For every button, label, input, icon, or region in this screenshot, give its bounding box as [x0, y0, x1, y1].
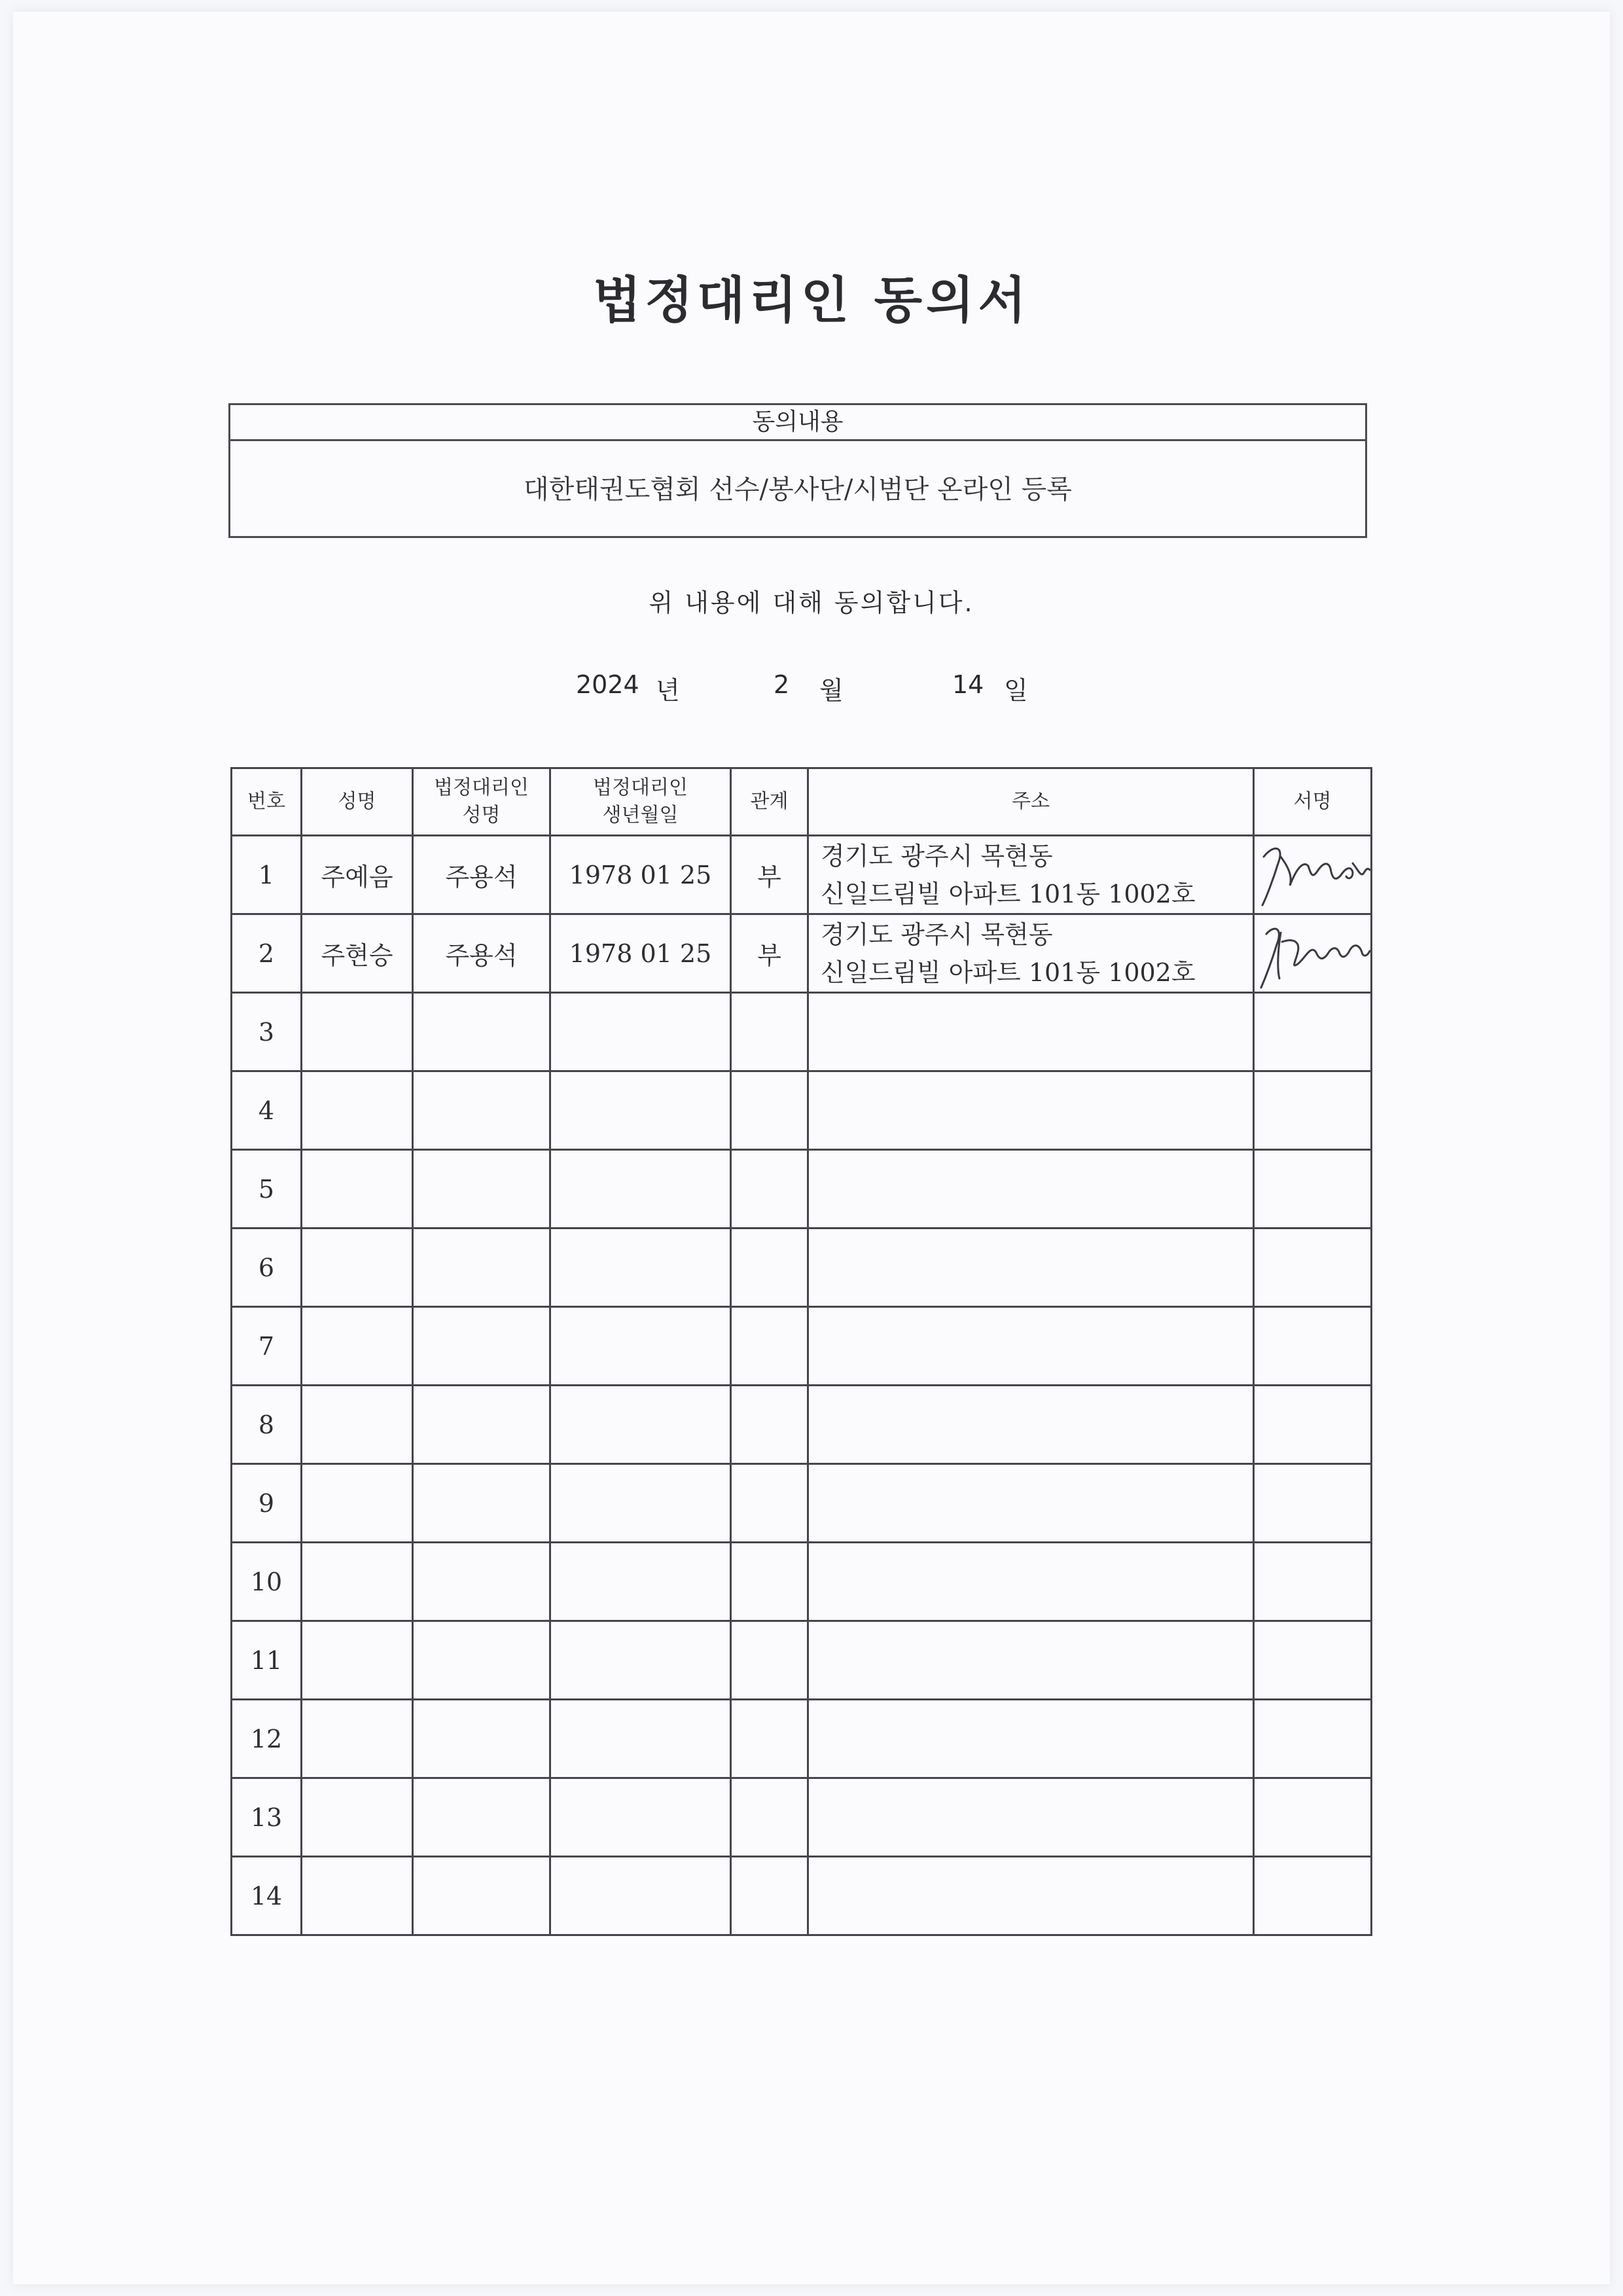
- guardian-name: [413, 1229, 550, 1307]
- guardian-name: 주용석: [413, 914, 550, 993]
- address-line-2: 신일드림빌 아파트 101동 1002호: [821, 958, 1196, 987]
- guardian-table: [230, 767, 1372, 1936]
- address-cell: [808, 1071, 1254, 1150]
- guardian-birth: [550, 1621, 731, 1700]
- guardian-name: [413, 1071, 550, 1150]
- table-row: [232, 914, 1372, 993]
- row-number: 11: [232, 1621, 302, 1700]
- guardian-name: [413, 1150, 550, 1229]
- guardian-name: 주용석: [413, 836, 550, 914]
- row-number: 9: [232, 1464, 302, 1543]
- date-month: 2: [774, 670, 790, 699]
- guardian-birth: [550, 1464, 731, 1543]
- signature-cell: [1254, 914, 1372, 993]
- member-name: [302, 993, 413, 1071]
- address-cell: [808, 1778, 1254, 1857]
- consent-box: [228, 403, 1367, 538]
- relation: [731, 1464, 808, 1543]
- table-row: [232, 836, 1372, 914]
- signature-cell: [1254, 1071, 1372, 1150]
- address-cell: [808, 993, 1254, 1071]
- table-row: [232, 1700, 1372, 1778]
- guardian-birth: [550, 1386, 731, 1464]
- guardian-name: [413, 1778, 550, 1857]
- header-relation: 관계: [731, 768, 808, 836]
- date-day: 14: [952, 670, 984, 699]
- date-day-unit: 일: [1004, 676, 1028, 705]
- row-number: 8: [232, 1386, 302, 1464]
- guardian-birth: 1978 01 25: [550, 914, 731, 993]
- consent-content: 대한태권도협회 선수/봉사단/시범단 온라인 등록: [524, 475, 1072, 505]
- signature-cell: [1254, 1543, 1372, 1621]
- guardian-name: [413, 1543, 550, 1621]
- address-line-1: 경기도 광주시 목현동: [821, 841, 1053, 870]
- member-name: [302, 1150, 413, 1229]
- signature-cell: [1254, 1857, 1372, 1935]
- member-name: [302, 1621, 413, 1700]
- member-name: [302, 1543, 413, 1621]
- header-guardian-name: 법정대리인 성명: [413, 768, 550, 836]
- signature-cell: [1254, 1778, 1372, 1857]
- header-signature: 서명: [1254, 768, 1372, 836]
- row-number: 7: [232, 1307, 302, 1386]
- member-name: 주예음: [302, 836, 413, 914]
- row-number: 13: [232, 1778, 302, 1857]
- address-cell: [808, 1307, 1254, 1386]
- agreement-statement: 위 내용에 대해 동의합니다.: [649, 588, 974, 617]
- table-row: [232, 1229, 1372, 1307]
- relation: [731, 1543, 808, 1621]
- relation: [731, 1386, 808, 1464]
- table-row: [232, 1543, 1372, 1621]
- signature-cell: [1254, 1307, 1372, 1386]
- relation: 부: [731, 914, 808, 993]
- guardian-birth: [550, 1543, 731, 1621]
- date-month-unit: 월: [819, 676, 844, 705]
- row-number: 5: [232, 1150, 302, 1229]
- table-row: [232, 993, 1372, 1071]
- row-number: 1: [232, 836, 302, 914]
- guardian-name: [413, 1700, 550, 1778]
- guardian-birth: [550, 1071, 731, 1150]
- relation: [731, 1307, 808, 1386]
- address-cell: [808, 1229, 1254, 1307]
- member-name: [302, 1464, 413, 1543]
- signature-cell: [1254, 1464, 1372, 1543]
- signature-cell: [1254, 993, 1372, 1071]
- guardian-birth: 1978 01 25: [550, 836, 731, 914]
- member-name: [302, 1307, 413, 1386]
- address-cell: [808, 1464, 1254, 1543]
- row-number: 3: [232, 993, 302, 1071]
- header-name: 성명: [302, 768, 413, 836]
- header-guardian-birth: 법정대리인 생년월일: [550, 768, 731, 836]
- member-name: [302, 1229, 413, 1307]
- header-no: 번호: [232, 768, 302, 836]
- address-cell: [808, 1857, 1254, 1935]
- guardian-name: [413, 1464, 550, 1543]
- guardian-birth: [550, 1700, 731, 1778]
- table-row: [232, 1386, 1372, 1464]
- row-number: 12: [232, 1700, 302, 1778]
- relation: [731, 993, 808, 1071]
- signature-cell: [1254, 1386, 1372, 1464]
- table-row: [232, 1464, 1372, 1543]
- guardian-birth: [550, 1229, 731, 1307]
- guardian-birth: [550, 1857, 731, 1935]
- address-cell: [808, 914, 1254, 993]
- address-line-2: 신일드림빌 아파트 101동 1002호: [821, 879, 1196, 908]
- handwritten-signature: [1255, 837, 1372, 912]
- table-row: [232, 1857, 1372, 1935]
- signature-cell: [1254, 836, 1372, 914]
- table-row: [232, 1307, 1372, 1386]
- address-cell: [808, 836, 1254, 914]
- address-cell: [808, 1386, 1254, 1464]
- document-title: 법정대리인 동의서: [593, 271, 1030, 329]
- guardian-name: [413, 1621, 550, 1700]
- relation: [731, 1700, 808, 1778]
- guardian-birth: [550, 1307, 731, 1386]
- row-number: 6: [232, 1229, 302, 1307]
- address-cell: [808, 1543, 1254, 1621]
- address-cell: [808, 1700, 1254, 1778]
- guardian-name: [413, 1386, 550, 1464]
- address-cell: [808, 1621, 1254, 1700]
- signature-cell: [1254, 1229, 1372, 1307]
- table-row: [232, 1071, 1372, 1150]
- row-number: 4: [232, 1071, 302, 1150]
- relation: 부: [731, 836, 808, 914]
- member-name: [302, 1778, 413, 1857]
- relation: [731, 1150, 808, 1229]
- signature-cell: [1254, 1621, 1372, 1700]
- date-year-unit: 년: [656, 676, 680, 705]
- row-number: 10: [232, 1543, 302, 1621]
- guardian-birth: [550, 993, 731, 1071]
- member-name: [302, 1071, 413, 1150]
- date-year: 2024: [576, 670, 639, 699]
- table-header-row: [232, 768, 1372, 836]
- relation: [731, 1071, 808, 1150]
- guardian-birth: [550, 1150, 731, 1229]
- member-name: [302, 1857, 413, 1935]
- row-number: 14: [232, 1857, 302, 1935]
- guardian-name: [413, 1857, 550, 1935]
- row-number: 2: [232, 914, 302, 993]
- table-row: [232, 1621, 1372, 1700]
- member-name: 주현승: [302, 914, 413, 993]
- handwritten-signature: [1255, 916, 1372, 991]
- relation: [731, 1229, 808, 1307]
- relation: [731, 1621, 808, 1700]
- member-name: [302, 1386, 413, 1464]
- address-line-1: 경기도 광주시 목현동: [821, 920, 1053, 949]
- header-address: 주소: [808, 768, 1254, 836]
- table-row: [232, 1778, 1372, 1857]
- guardian-name: [413, 993, 550, 1071]
- relation: [731, 1778, 808, 1857]
- consent-header: 동의내용: [230, 405, 1365, 441]
- signature-cell: [1254, 1700, 1372, 1778]
- table-row: [232, 1150, 1372, 1229]
- address-cell: [808, 1150, 1254, 1229]
- guardian-name: [413, 1307, 550, 1386]
- member-name: [302, 1700, 413, 1778]
- guardian-birth: [550, 1778, 731, 1857]
- signature-cell: [1254, 1150, 1372, 1229]
- relation: [731, 1857, 808, 1935]
